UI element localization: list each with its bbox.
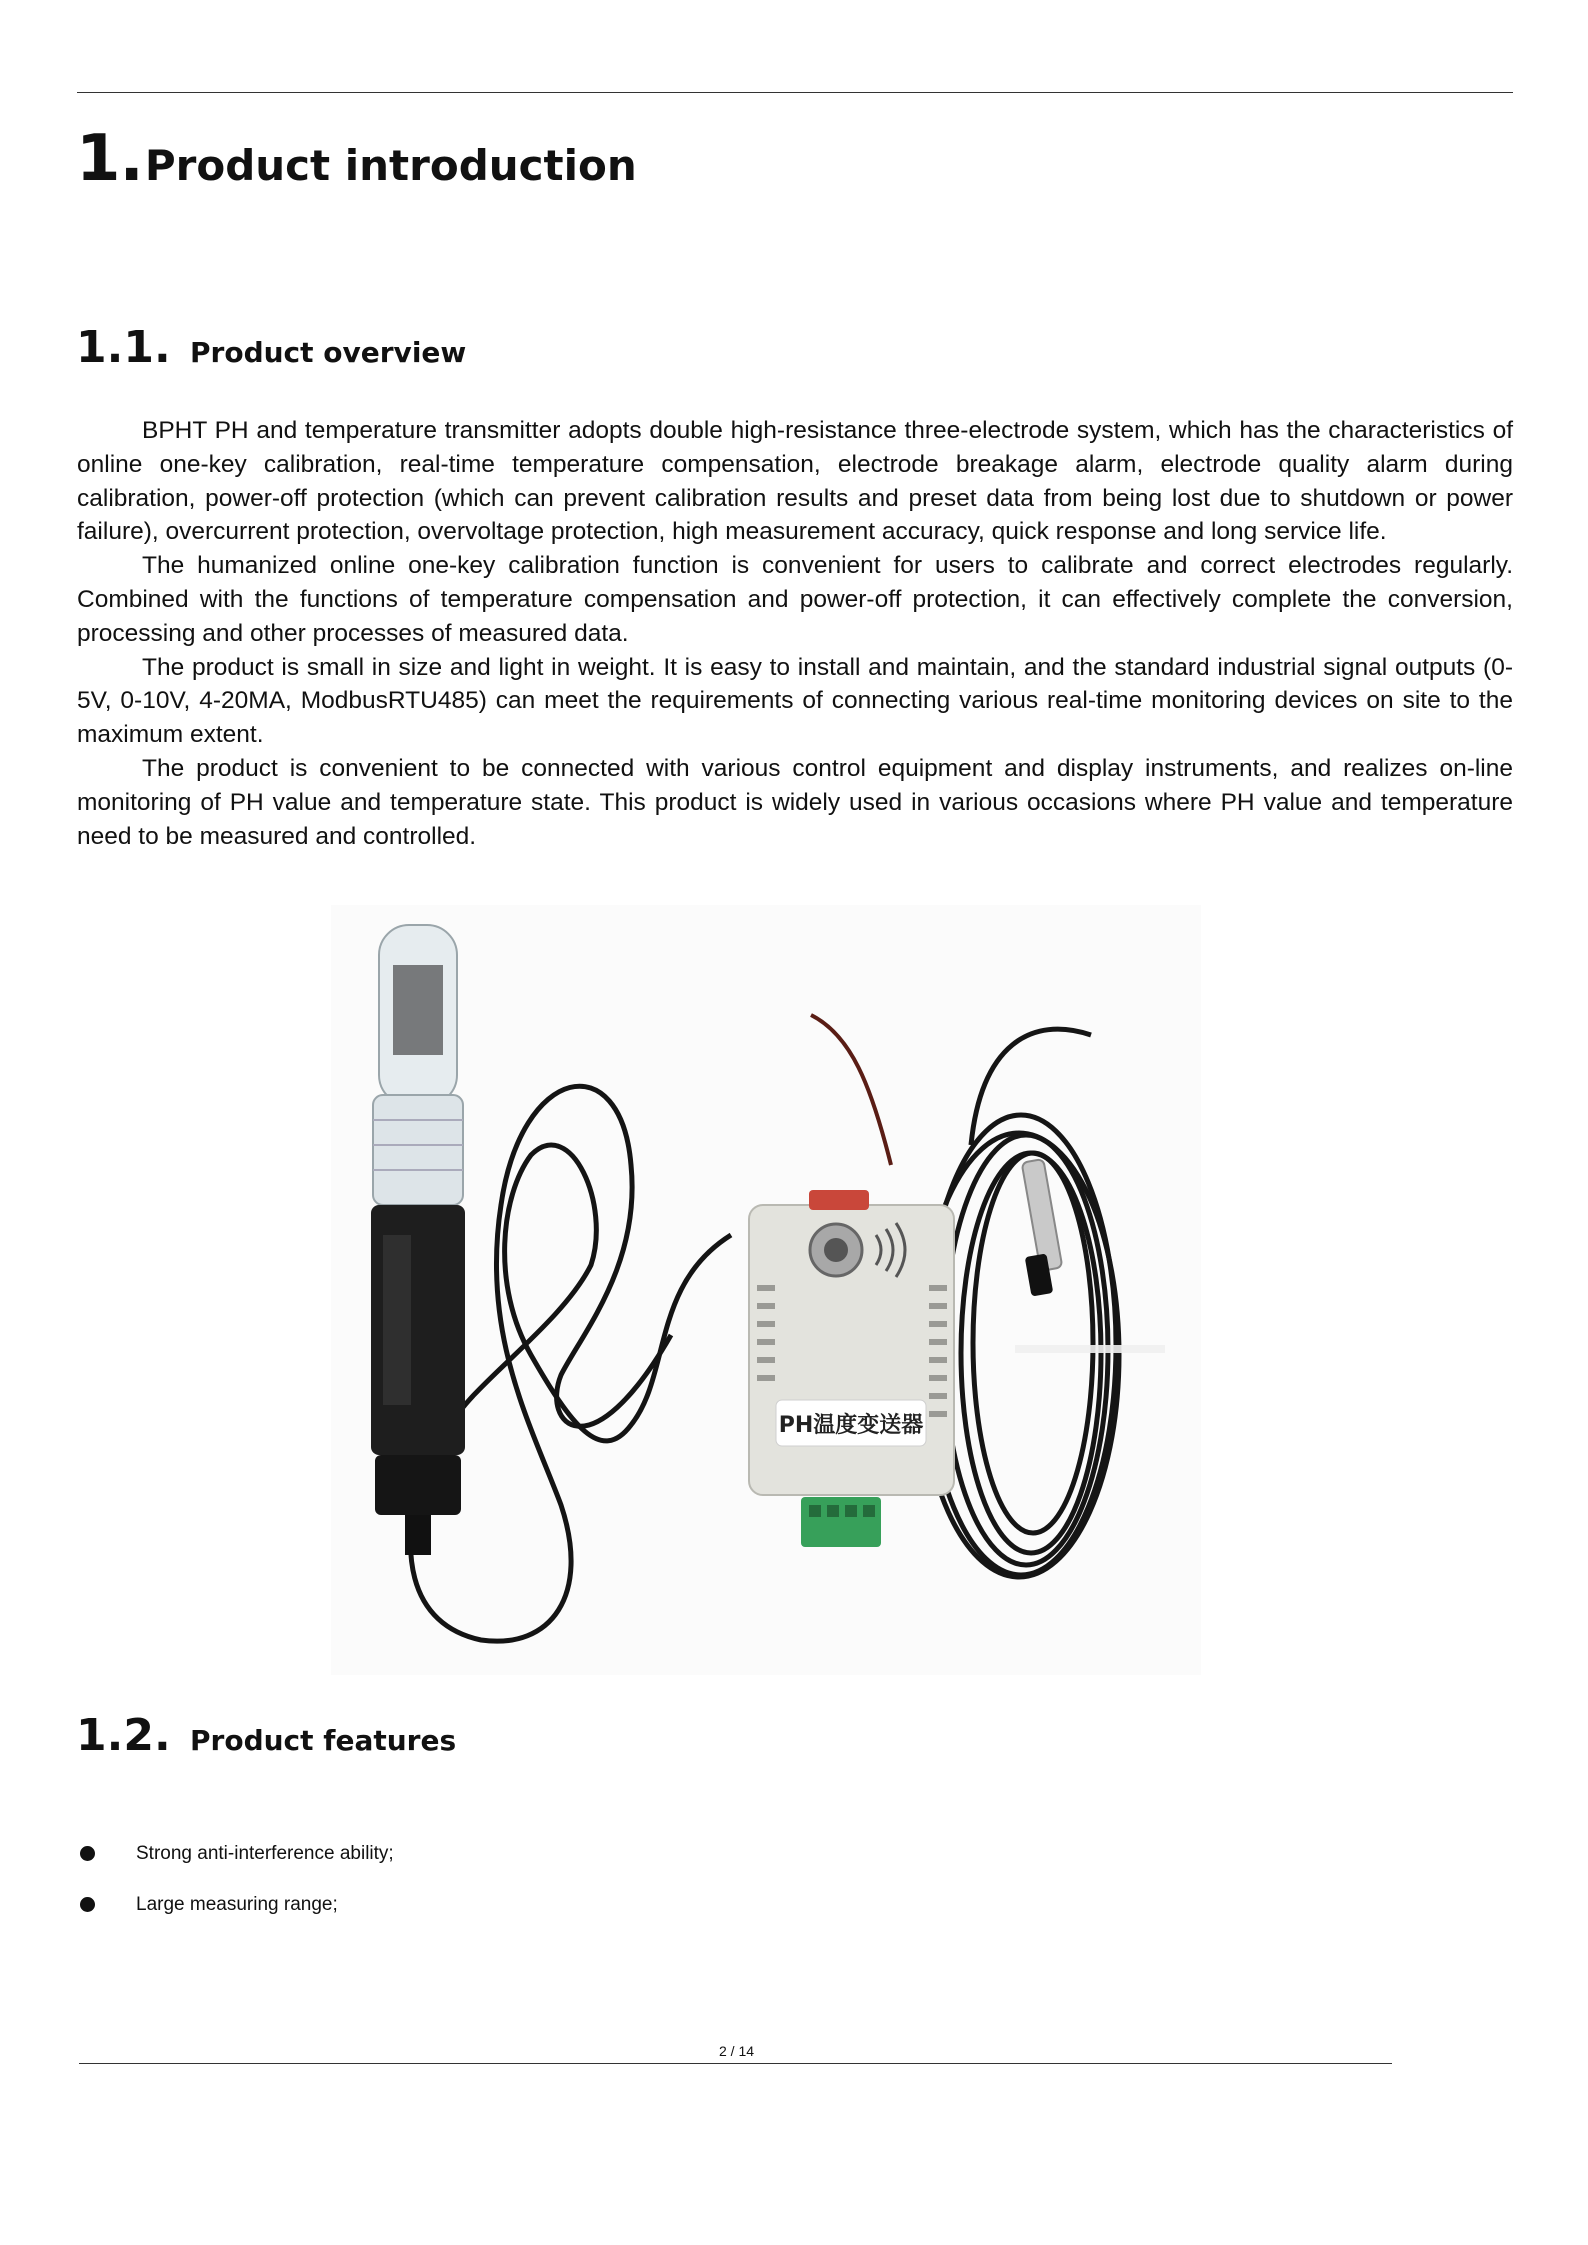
bullet-icon	[80, 1897, 95, 1912]
bullet-icon	[80, 1846, 95, 1861]
section-number: 1.2.	[76, 1710, 171, 1761]
heading-number: 1.	[76, 122, 143, 196]
section-title: Product overview	[190, 336, 467, 369]
heading-product-introduction	[76, 122, 637, 196]
paragraph: BPHT PH and temperature transmitter adopts double high-resistance three-electrode system, which has the characteristics of online one-key calibration, real-time temperature compensation, electrode breakage alarm, electrode quality alarm during calibration, power-off protection (which can prevent calibration results and preset data from being lost due to shutdown or power failure), overcurrent protection, overvoltage protection, high measurement accuracy, quick response and long service life.	[77, 417, 1513, 546]
paragraph: The humanized online one-key calibration function is convenient for users to calibrate and correct electrodes regularly. Combined with the functions of temperature compensation and power-off protection, it can effectively complete the conversion, processing and other processes of measured data.	[77, 552, 1513, 647]
feature-text: Strong anti-interference ability;	[136, 1842, 394, 1864]
features-list	[78, 1828, 394, 1930]
heading-title: Product introduction	[144, 141, 637, 190]
product-photo	[331, 905, 1201, 1675]
section-number: 1.1.	[76, 322, 171, 373]
overview-text	[77, 414, 1513, 853]
list-item	[78, 1879, 394, 1930]
feature-text: Large measuring range;	[136, 1893, 338, 1915]
section-title: Product features	[190, 1724, 457, 1757]
paragraph: The product is convenient to be connected with various control equipment and display instruments, and realizes on-line monitoring of PH value and temperature state. This product is widely used in various occasions where PH value and temperature need to be measured and controlled.	[77, 754, 1513, 850]
header-rule	[77, 92, 1513, 93]
heading-product-features	[76, 1710, 456, 1761]
list-item	[78, 1828, 394, 1879]
device-label: PH温度变送器	[778, 1413, 924, 1438]
paragraph: The product is small in size and light in weight. It is easy to install and maintain, and the standard industrial signal outputs (0-5V, 0-10V, 4-20MA, ModbusRTU485) can meet the requirements of connecting various real-time monitoring devices on site to the maximum extent.	[77, 653, 1513, 749]
page-number: 2 / 14	[719, 2043, 755, 2059]
heading-product-overview	[76, 322, 466, 373]
footer-rule	[79, 2063, 1392, 2064]
